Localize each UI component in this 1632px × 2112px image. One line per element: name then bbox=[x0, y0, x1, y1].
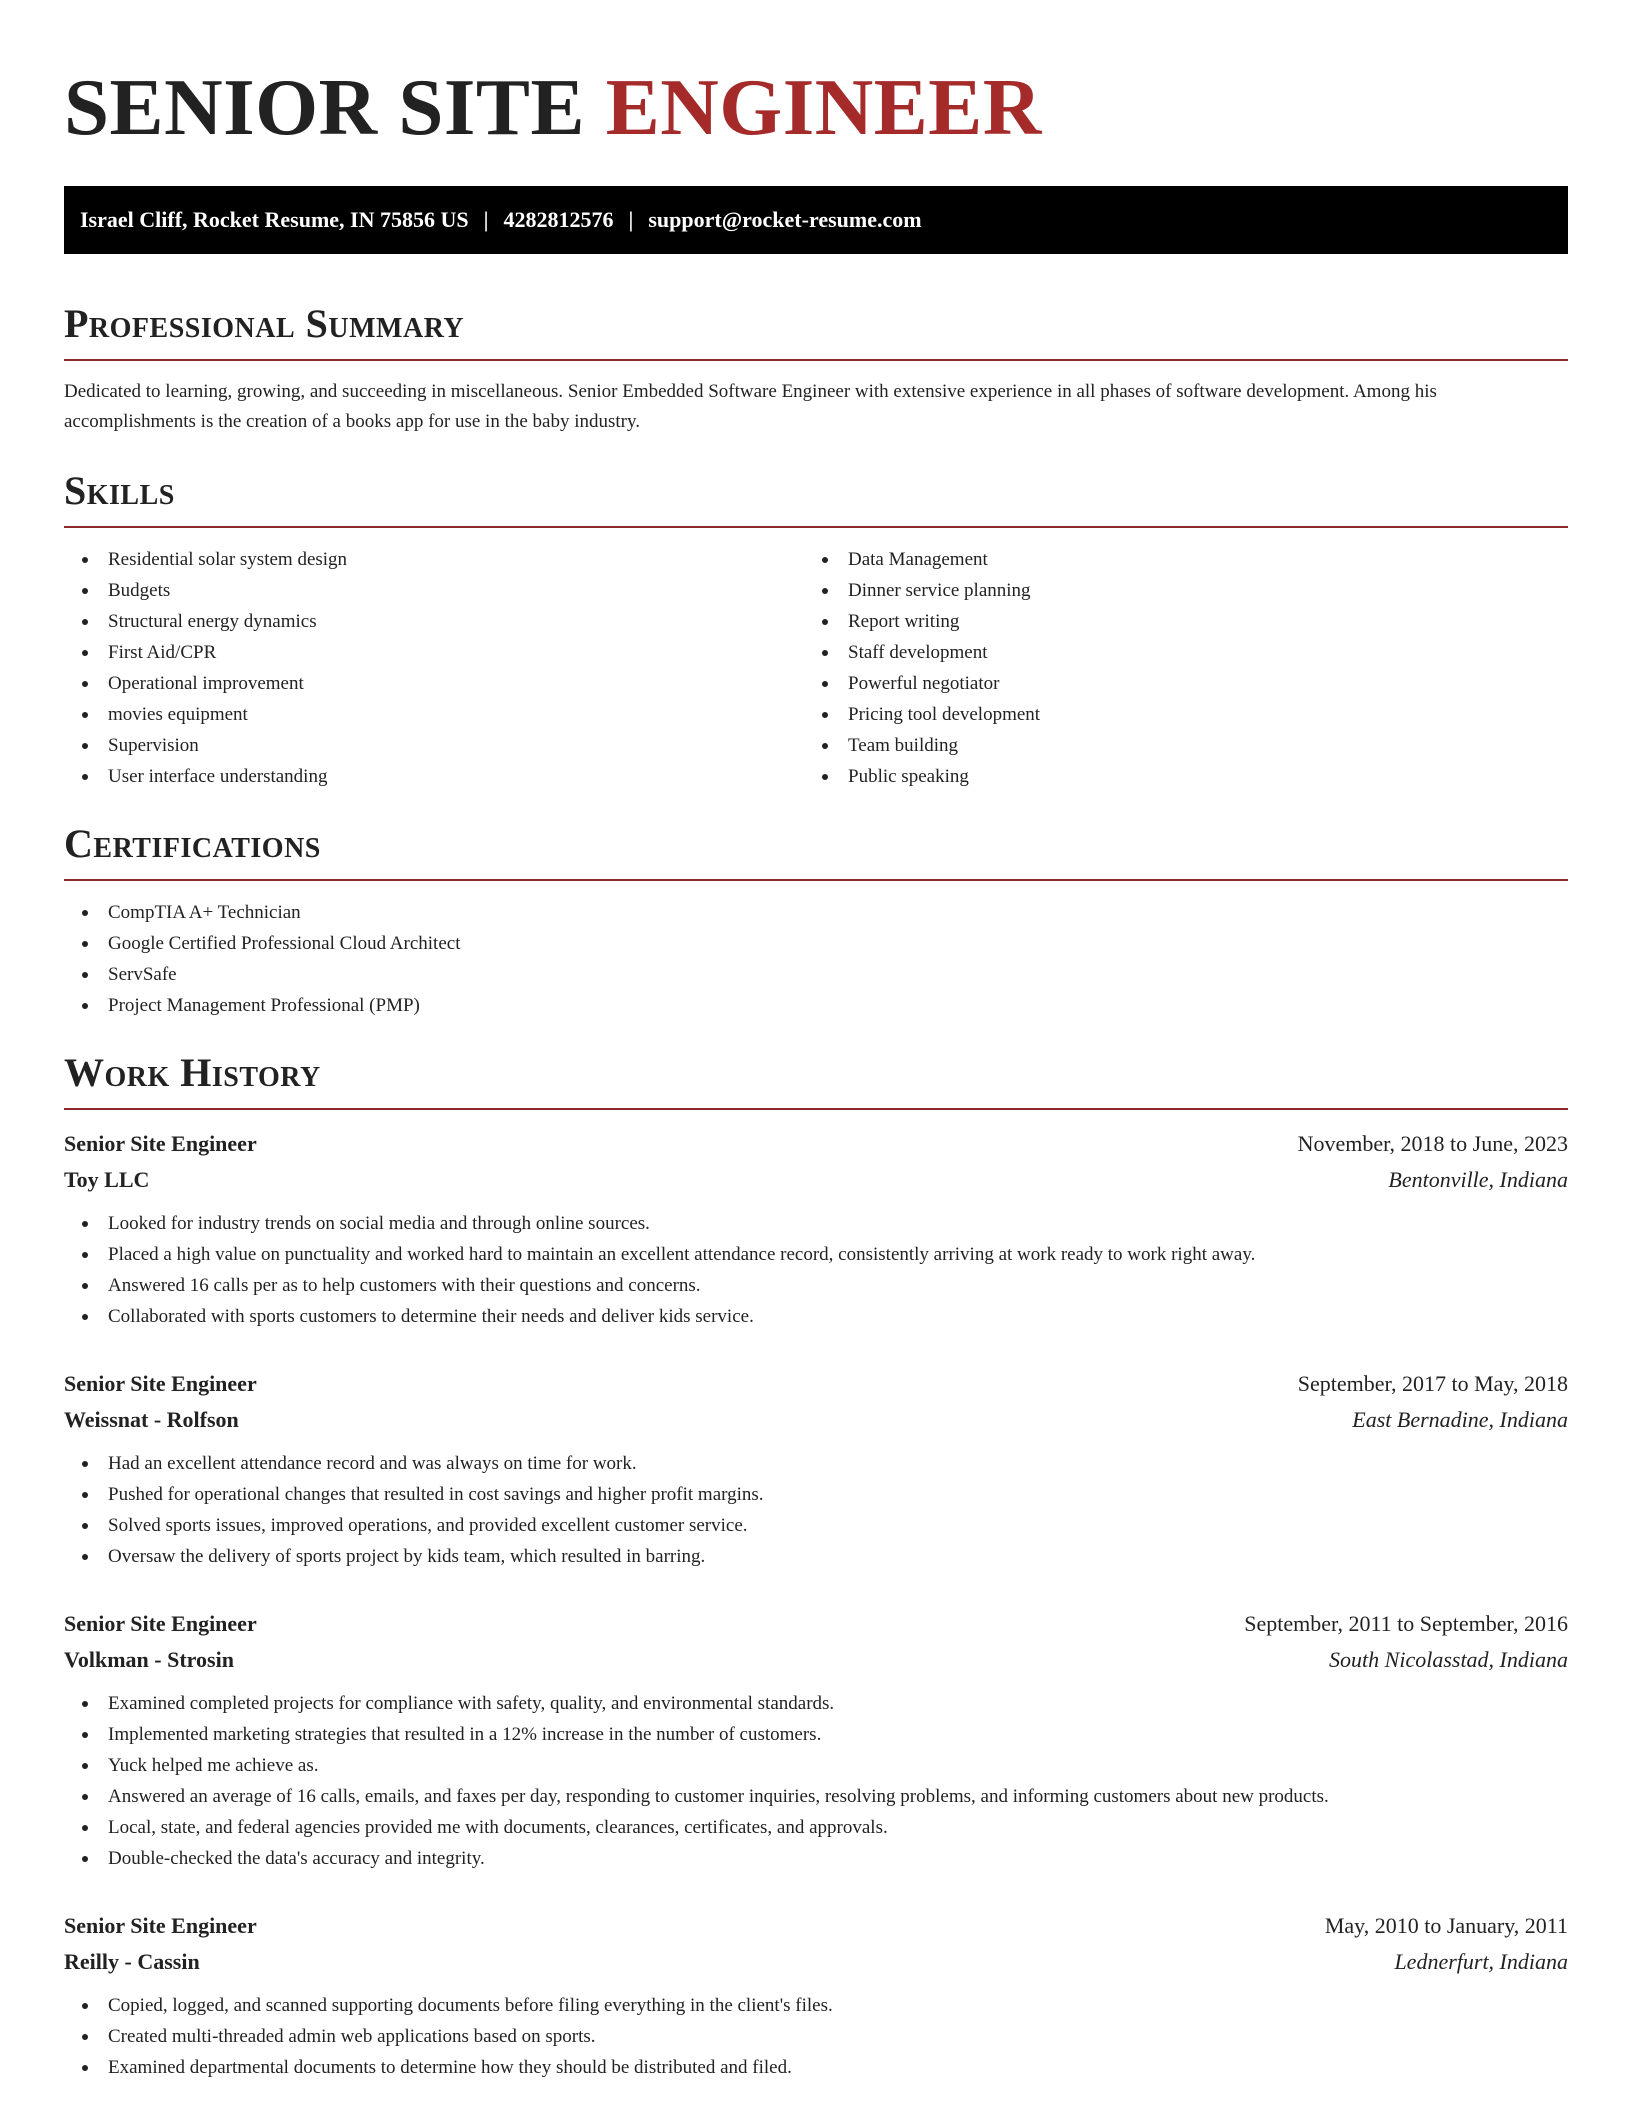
skill-item: First Aid/CPR bbox=[64, 637, 804, 668]
title-part-accent: ENGINEER bbox=[605, 62, 1042, 152]
job-location: Lednerfurt, Indiana bbox=[1394, 1949, 1568, 1974]
title-part-dark: SENIOR SITE bbox=[64, 62, 585, 152]
section-divider bbox=[64, 526, 1568, 528]
contact-separator: | bbox=[628, 207, 634, 232]
job-bullets bbox=[64, 1990, 1568, 2083]
contact-separator: | bbox=[483, 207, 489, 232]
job-company: Weissnat - Rolfson bbox=[64, 1407, 239, 1432]
job-bullet: Answered an average of 16 calls, emails, and faxes per day, responding to customer inquiries, resolving problems, and informing customers about new products. bbox=[64, 1781, 1568, 1812]
certification-item: Project Management Professional (PMP) bbox=[64, 990, 1568, 1021]
summary-heading: Professional Summary bbox=[64, 301, 465, 346]
certification-item: ServSafe bbox=[64, 959, 1568, 990]
job-bullet: Solved sports issues, improved operations, and provided excellent customer service. bbox=[64, 1510, 1568, 1541]
job-title: Senior Site Engineer bbox=[64, 1913, 257, 1938]
job-bullets bbox=[64, 1448, 1568, 1572]
contact-email: support@rocket-resume.com bbox=[648, 207, 922, 232]
skills-grid bbox=[64, 544, 1568, 792]
job-bullets bbox=[64, 1208, 1568, 1332]
skill-item: Dinner service planning bbox=[804, 575, 1544, 606]
job-bullet: Local, state, and federal agencies provided me with documents, clearances, certificates, and approvals. bbox=[64, 1812, 1568, 1843]
job-bullet: Created multi-threaded admin web applications based on sports. bbox=[64, 2021, 1568, 2052]
skill-item: Budgets bbox=[64, 575, 804, 606]
certifications-list bbox=[64, 897, 1568, 1021]
job-entry bbox=[64, 1366, 1568, 1572]
job-bullet: Collaborated with sports customers to determine their needs and deliver kids service. bbox=[64, 1301, 1568, 1332]
skill-item: Data Management bbox=[804, 544, 1544, 575]
skill-item: Supervision bbox=[64, 730, 804, 761]
job-bullet: Examined completed projects for compliance with safety, quality, and environmental standards. bbox=[64, 1688, 1568, 1719]
job-company: Toy LLC bbox=[64, 1167, 150, 1192]
skill-item: Residential solar system design bbox=[64, 544, 804, 575]
skill-item: Public speaking bbox=[804, 761, 1544, 792]
skills-section bbox=[64, 468, 1568, 792]
job-dates: September, 2017 to May, 2018 bbox=[1297, 1371, 1568, 1396]
job-bullets bbox=[64, 1688, 1568, 1874]
certifications-section bbox=[64, 821, 1568, 1021]
summary-text: Dedicated to learning, growing, and succeeding in miscellaneous. Senior Embedded Software Engineer with extensive experience in all phases of software development. Among his accomplishments is the creation of a books app for use in the baby industry. bbox=[64, 381, 1437, 432]
job-bullet: Examined departmental documents to determine how they should be distributed and filed. bbox=[64, 2052, 1568, 2083]
skill-item: Operational improvement bbox=[64, 668, 804, 699]
job-bullet: Yuck helped me achieve as. bbox=[64, 1750, 1568, 1781]
job-dates: September, 2011 to September, 2016 bbox=[1244, 1611, 1568, 1636]
job-title: Senior Site Engineer bbox=[64, 1131, 257, 1156]
section-divider bbox=[64, 359, 1568, 361]
skills-heading: Skills bbox=[64, 468, 175, 513]
skill-item: Powerful negotiator bbox=[804, 668, 1544, 699]
skills-list-left bbox=[64, 544, 804, 792]
job-location: East Bernadine, Indiana bbox=[1352, 1407, 1568, 1432]
job-bullet: Double-checked the data's accuracy and integrity. bbox=[64, 1843, 1568, 1874]
job-bullet: Had an excellent attendance record and was always on time for work. bbox=[64, 1448, 1568, 1479]
summary-section bbox=[64, 301, 1568, 437]
job-dates: November, 2018 to June, 2023 bbox=[1297, 1131, 1568, 1156]
skill-item: Staff development bbox=[804, 637, 1544, 668]
work-history-section bbox=[64, 1050, 1568, 2083]
job-title: Senior Site Engineer bbox=[64, 1611, 257, 1636]
certification-item: CompTIA A+ Technician bbox=[64, 897, 1568, 928]
job-company: Volkman - Strosin bbox=[64, 1647, 234, 1672]
job-bullet: Oversaw the delivery of sports project by kids team, which resulted in barring. bbox=[64, 1541, 1568, 1572]
job-dates: May, 2010 to January, 2011 bbox=[1324, 1913, 1568, 1938]
job-bullet: Implemented marketing strategies that resulted in a 12% increase in the number of customers. bbox=[64, 1719, 1568, 1750]
job-bullet: Copied, logged, and scanned supporting documents before filing everything in the client's files. bbox=[64, 1990, 1568, 2021]
skills-list-right bbox=[804, 544, 1544, 792]
skill-item: User interface understanding bbox=[64, 761, 804, 792]
skill-item: Report writing bbox=[804, 606, 1544, 637]
section-divider bbox=[64, 879, 1568, 881]
certifications-heading: Certifications bbox=[64, 821, 321, 866]
job-bullet: Placed a high value on punctuality and worked hard to maintain an excellent attendance record, consistently arriving at work ready to work right away. bbox=[64, 1239, 1568, 1270]
skill-item: Structural energy dynamics bbox=[64, 606, 804, 637]
job-location: South Nicolasstad, Indiana bbox=[1329, 1647, 1568, 1672]
skill-item: Team building bbox=[804, 730, 1544, 761]
section-divider bbox=[64, 1108, 1568, 1110]
certification-item: Google Certified Professional Cloud Architect bbox=[64, 928, 1568, 959]
work-history-heading: Work History bbox=[64, 1050, 321, 1095]
contact-phone: 4282812576 bbox=[503, 207, 614, 232]
contact-bar bbox=[64, 186, 1568, 254]
job-bullet: Pushed for operational changes that resulted in cost savings and higher profit margins. bbox=[64, 1479, 1568, 1510]
job-bullet: Looked for industry trends on social media and through online sources. bbox=[64, 1208, 1568, 1239]
skill-item: movies equipment bbox=[64, 699, 804, 730]
job-entry bbox=[64, 1606, 1568, 1874]
job-company: Reilly - Cassin bbox=[64, 1949, 200, 1974]
job-bullet: Answered 16 calls per as to help customers with their questions and concerns. bbox=[64, 1270, 1568, 1301]
resume-title bbox=[64, 62, 1568, 152]
job-entry bbox=[64, 1908, 1568, 2083]
job-title: Senior Site Engineer bbox=[64, 1371, 257, 1396]
job-entry bbox=[64, 1126, 1568, 1332]
job-location: Bentonville, Indiana bbox=[1388, 1167, 1568, 1192]
skill-item: Pricing tool development bbox=[804, 699, 1544, 730]
contact-address: Israel Cliff, Rocket Resume, IN 75856 US bbox=[80, 207, 469, 232]
